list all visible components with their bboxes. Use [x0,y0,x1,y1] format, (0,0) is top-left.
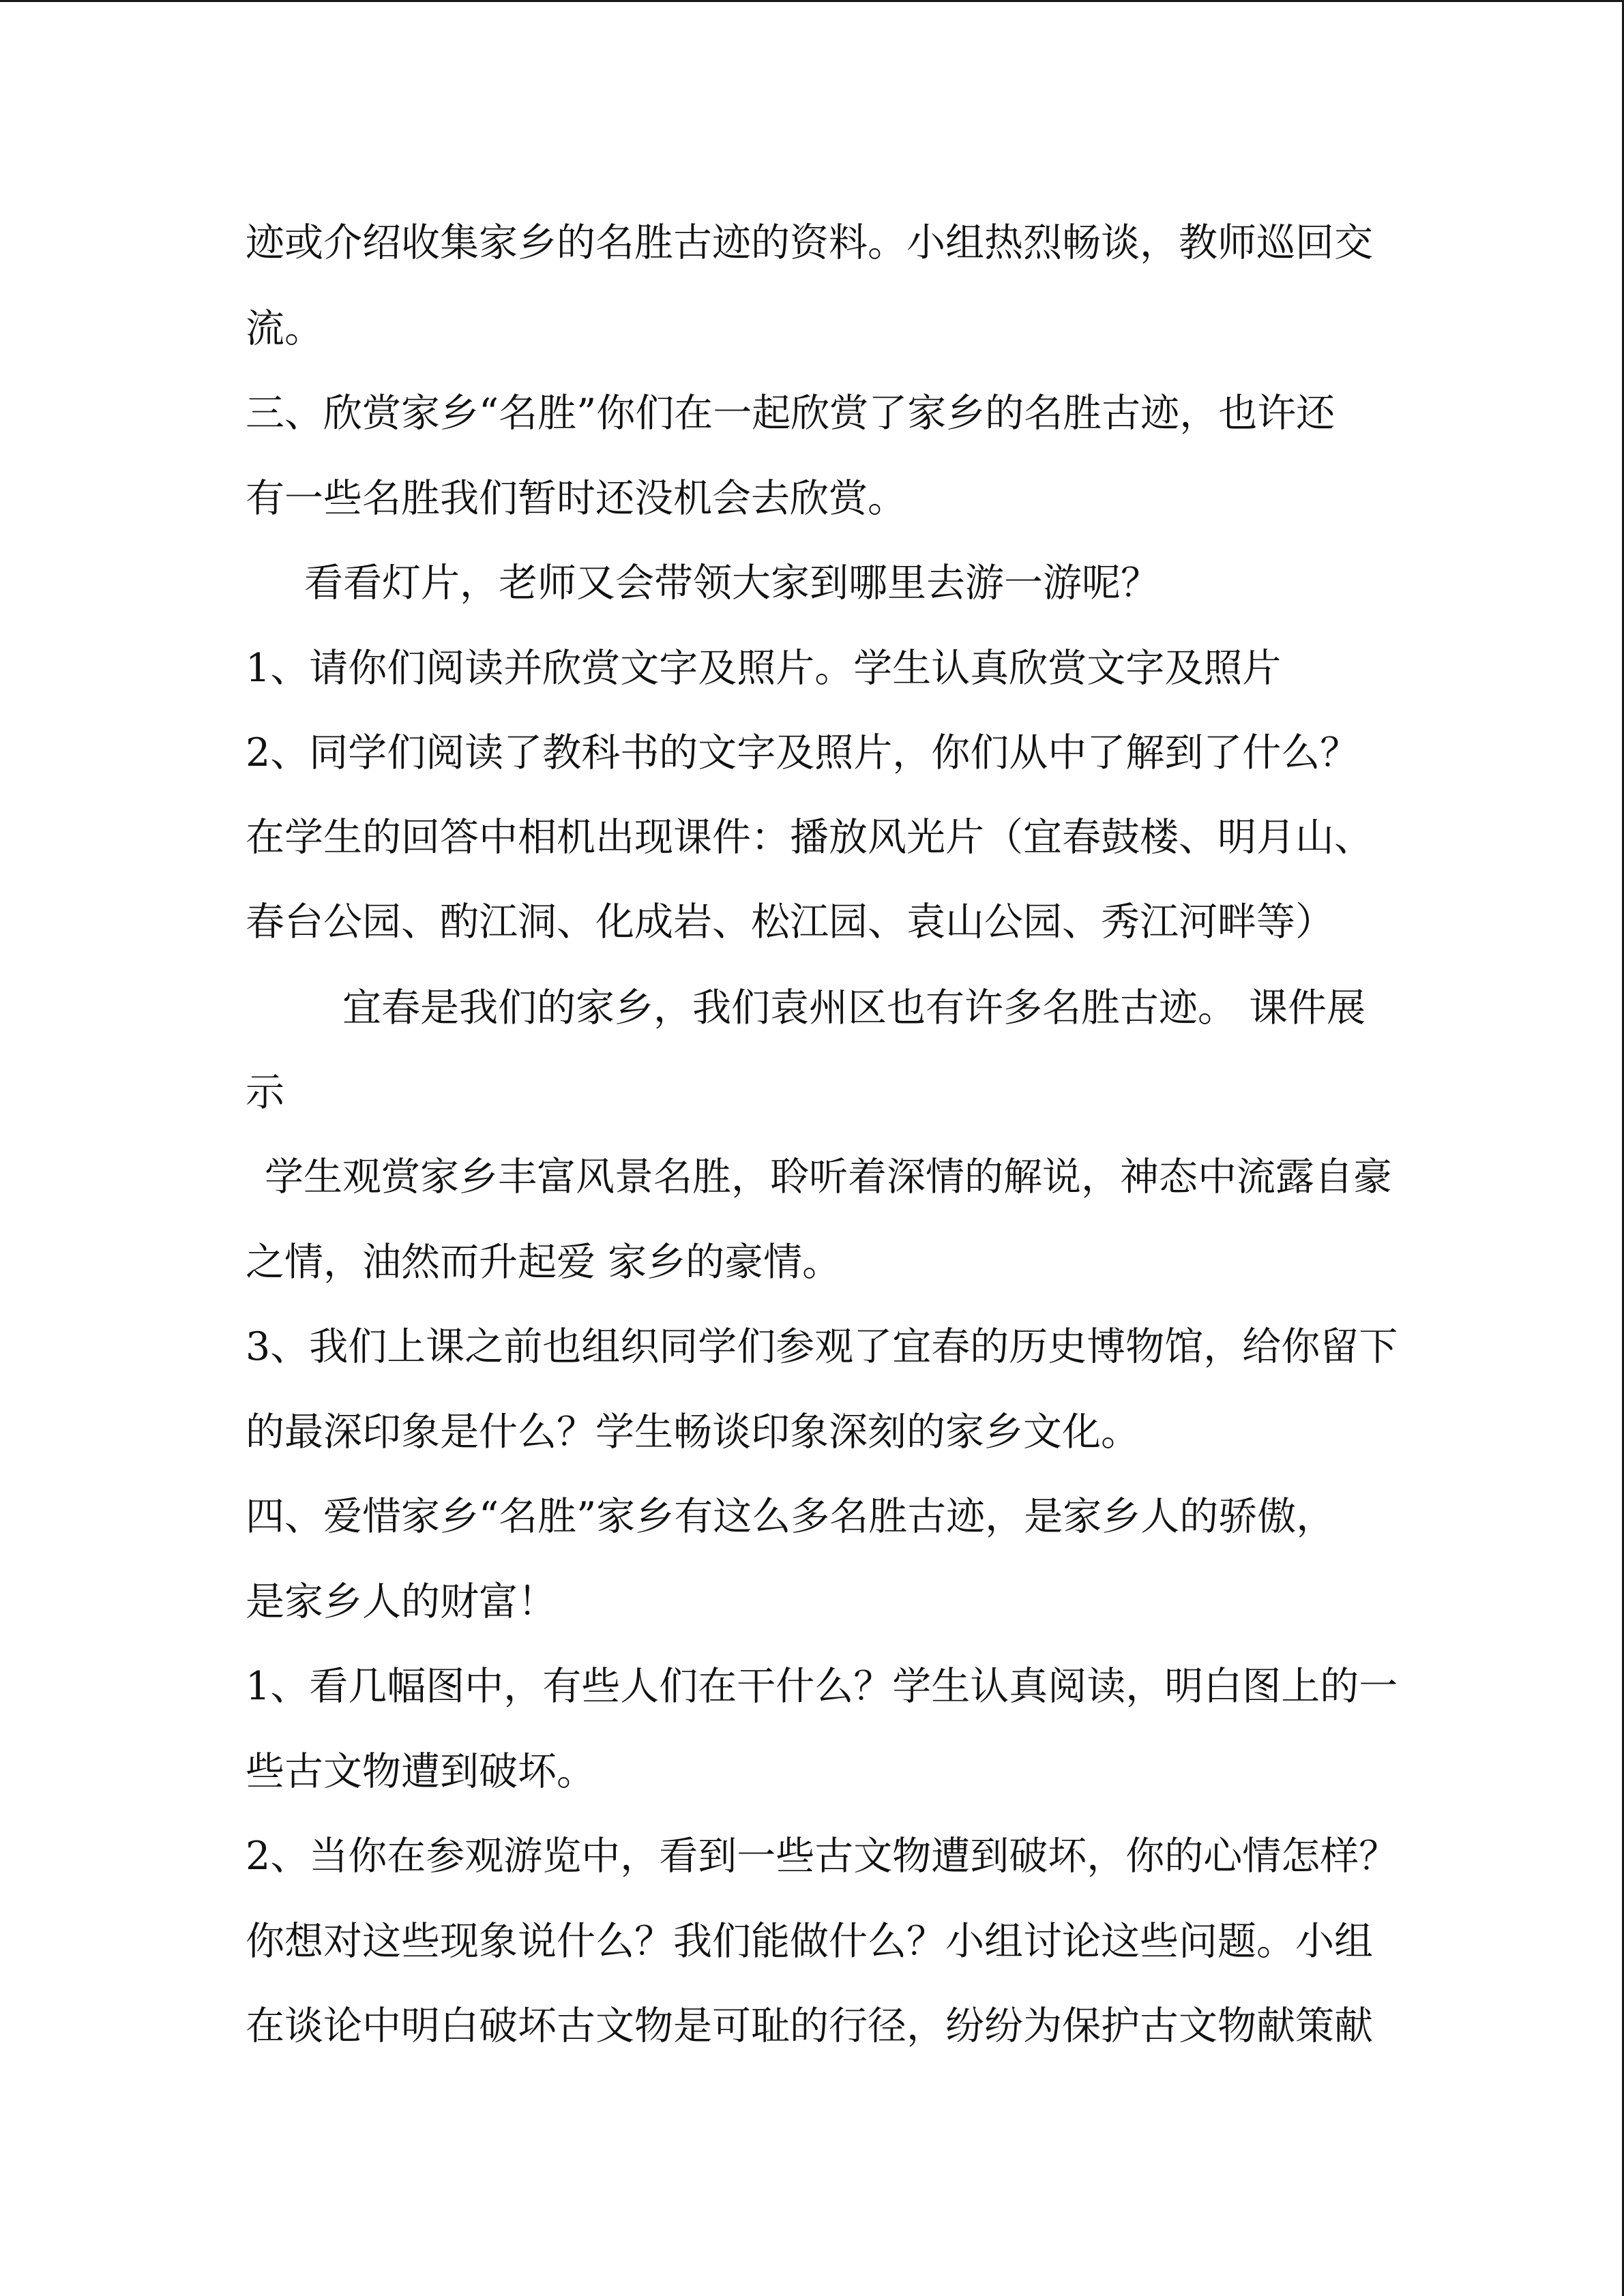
text-line-15: 的最深印象是什么？学生畅谈印象深刻的家乡文化。 [246,1410,1140,1455]
text-line-17: 是家乡人的财富！ [246,1579,557,1624]
text-line-21: 你想对这些现象说什么？我们能做什么？小组讨论这些问题。小组 [246,1919,1373,1964]
text-line-9: 春台公园、酌江洞、化成岩、松江园、袁山公园、秀江河畔等） [246,899,1334,944]
text-line-10: 宜春是我们的家乡，我们袁州区也有许多名胜古迹。 课件展 [342,985,1366,1030]
text-line-5: 看看灯片，老师又会带领大家到哪里去游一游呢？ [304,561,1160,606]
text-line-8: 在学生的回答中相机出现课件：播放风光片（宜春鼓楼、明月山、 [246,815,1373,860]
text-line-13: 之情，油然而升起爱 家乡的豪情。 [246,1240,842,1285]
text-line-22: 在谈论中明白破坏古文物是可耻的行径，纷纷为保护古文物献策献 [246,2003,1373,2048]
text-line-6: 1、请你们阅读并欣赏文字及照片。学生认真欣赏文字及照片 [246,646,1282,691]
text-line-19: 些古文物遭到破坏。 [246,1749,595,1794]
text-line-18: 1、看几幅图中，有些人们在干什么？学生认真阅读，明白图上的一 [246,1664,1398,1709]
text-line-12: 学生观赏家乡丰富风景名胜，聆听着深情的解说，神态中流露自豪 [265,1154,1392,1199]
text-line-16: 四、爱惜家乡“名胜”家乡有这么多名胜古迹，是家乡人的骄傲， [246,1494,1335,1539]
text-line-11: 示 [246,1070,284,1115]
text-line-4: 有一些名胜我们暂时还没机会去欣赏。 [246,476,906,521]
text-line-1: 迹或介绍收集家乡的名胜古迹的资料。小组热烈畅谈，教师巡回交 [246,220,1373,265]
text-line-7: 2、同学们阅读了教科书的文字及照片，你们从中了解到了什么？ [246,730,1359,775]
text-line-3: 三、欣赏家乡“名胜”你们在一起欣赏了家乡的名胜古迹，也许还 [246,391,1335,436]
text-line-14: 3、我们上课之前也组织同学们参观了宜春的历史博物馆，给你留下 [246,1324,1398,1369]
text-line-20: 2、当你在参观游览中，看到一些古文物遭到破坏，你的心情怎样？ [246,1834,1398,1879]
text-line-2: 流。 [246,306,323,351]
